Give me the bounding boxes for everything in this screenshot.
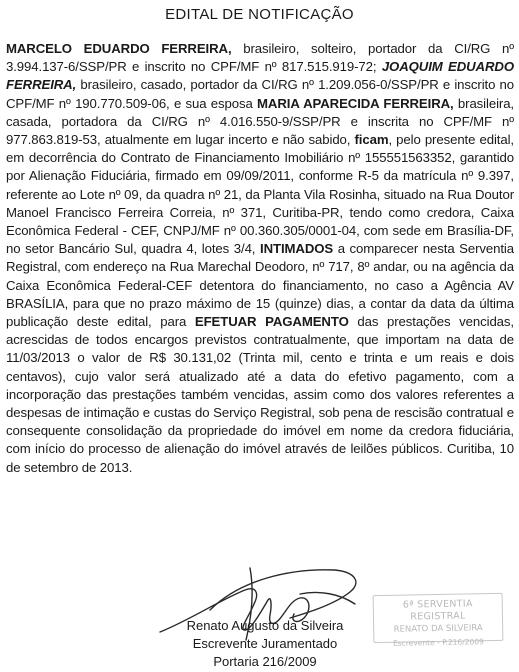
stamp-line-1: 6ª SERVENTIA REGISTRAL (402, 598, 473, 623)
signer-name: Renato Augusto da Silveira (186, 618, 344, 633)
body-segment: brasileiro, solteiro, portador da CI/RG nº 3.994.137-6/SSP/PR e inscrito no CPF/MF nº 817.515.919-72; (6, 41, 514, 75)
keyword-intimados: INTIMADOS (260, 241, 334, 257)
keyword-ficam: ficam (354, 132, 389, 148)
notified-name-1: MARCELO EDUARDO FERREIRA, (6, 41, 232, 56)
notified-name-3: MARIA APARECIDA FERREIRA, (257, 95, 454, 111)
body-segment: das prestações vencidas, acrescidas de todos encargos previstos contratualmente, que importam na data de 11/03/2013 o valor de R$ 30.131,02 (Trinta mil, cento e trinta e um reais e dois centavos), cujo valor será atualizado até a data do efetivo pagamento, com a incorporação das prestações também vencidas, assim como dos valores referentes a despesas de intimação e custas do Serviço Registral, sob pena de rescisão contratual e consequente consolidação da propriedade do imóvel em nome da credora fiduciária, com início do processo de alienação do imóvel através de leilões públicos. Curitiba, 10 de setembro de 2013. (6, 314, 514, 475)
signer-portaria: Portaria 216/2009 (213, 654, 317, 669)
stamp-line-2: RENATO DA SILVEIRA (393, 623, 483, 635)
notified-name-2: JOAQUIM EDUARDO FERREIRA, (6, 59, 514, 93)
keyword-efetuar-pagamento: EFETUAR PAGAMENTO (194, 314, 349, 330)
document-title: EDITAL DE NOTIFICAÇÃO (165, 6, 354, 23)
stamp-line-3: Escrevente - P.216/2009 (392, 637, 484, 648)
registry-stamp (373, 593, 504, 648)
body-segment: brasileira, casada, portadora da CI/RG nº 4.016.550-9/SSP/PR e inscrita no CPF/MF nº 977.863.819-53, atualmente em lugar incerto e não sabido, (6, 95, 514, 148)
signer-role: Escrevente Juramentado (192, 636, 338, 651)
notice-body (6, 40, 514, 477)
body-segment: brasileiro, casado, portador da CI/RG nº 1.209.056-0/SSP/PR e inscrito no CPF/MF nº 190.770.509-06, e sua esposa (6, 77, 514, 111)
body-segment: a comparecer nesta Serventia Registral, com endereço na Rua Marechal Deodoro, nº 717, 8º andar, ou na agência da Caixa Econômica Federal-CEF detentora do financiamento, no caso a Agência AV BRASÍLIA, para que no prazo máximo de 15 (quinze) dias, a contar da data da última publicação deste edital, para (6, 241, 514, 330)
body-segment: , pelo presente edital, em decorrência do Contrato de Financiamento Imobiliário nº 155551563352, garantido por Alienação Fiduciária, firmado em 09/09/2011, conforme R-5 da matrícula nº 9.397, referente ao Lote nº 09, da quadra nº 21, da Planta Vila Rosinha, situado na Rua Doutor Manoel Francisco Ferreira Correia, nº 371, Curitiba-PR, tendo como credora, Caixa Econômica Federal - CEF, CNPJ/MF nº 00.360.305/0001-04, com sede em Brasília-DF, no setor Bancário Sul, quadra 4, lotes 3/4, (6, 132, 514, 257)
